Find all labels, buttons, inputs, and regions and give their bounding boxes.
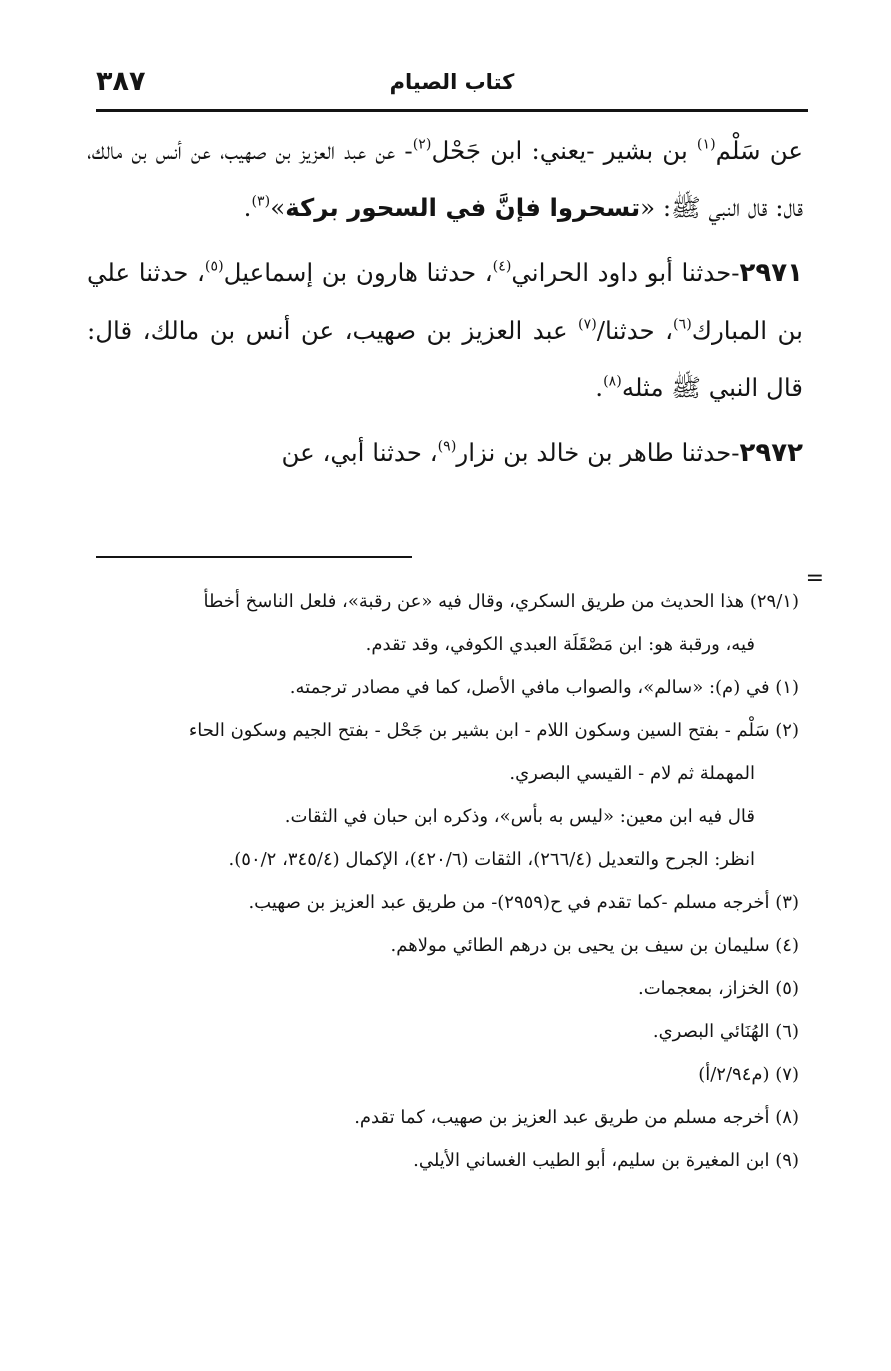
hadith-number: ٢٩٧٢ (739, 438, 803, 468)
text-run: - عن عبد العزيز بن صهيب، عن أنس بن مالك، قال: قال النبي ﷺ: « (87, 136, 803, 222)
main-text (87, 122, 803, 482)
footnote-line: (٨) أخرجه مسلم من طريق عبد العزيز بن صهيب، كما تقدم. (354, 1107, 799, 1128)
hadith-2971 (87, 244, 803, 416)
prophetic-quote: تسحروا فإنَّ في السحور بركة (285, 193, 641, 222)
footnote-line: (٥) الخزاز، بمعجمات. (638, 978, 799, 999)
footnote-line: (٣) أخرجه مسلم -كما تقدم في ح(٢٩٥٩)- من طريق عبد العزيز بن صهيب. (248, 892, 799, 913)
hadith-continuation (87, 122, 803, 236)
hadith-2972 (87, 424, 803, 482)
header-rule (96, 109, 808, 112)
text-run: -حدثنا أبو داود الحراني (511, 258, 740, 287)
footnote-ref: (٧) (578, 316, 597, 333)
footnote-separator (96, 556, 412, 558)
text-run: ، حدثنا أبي، عن (281, 438, 438, 467)
running-header (96, 62, 808, 106)
footnote-ref: (٤) (492, 258, 512, 275)
footnotes (79, 580, 799, 1182)
footnote-line: (١) في (م): «سالم»، والصواب مافي الأصل، كما في مصادر ترجمته. (289, 677, 799, 698)
footnote-line: فيه، ورقبة هو: ابن مَصْقَلَة العبدي الكوفي، وقد تقدم. (365, 634, 755, 655)
footnote-ref: (٩) (437, 438, 457, 455)
footnote-line: (٢) سَلْم - بفتح السين وسكون اللام - ابن بشير بن جَحْل - بفتح الجيم وسكون الحاء (188, 720, 799, 741)
footnote-line: المهملة ثم لام - القيسي البصري. (509, 763, 755, 784)
footnote-ref: (٥) (204, 258, 224, 275)
footnote-line: (٩) ابن المغيرة بن سليم، أبو الطيب الغساني الأيلي. (413, 1150, 799, 1171)
footnote-ref: (٣) (251, 193, 271, 210)
footnote-line: قال فيه ابن معين: «ليس به بأس»، وذكره ابن حبان في الثقات. (284, 806, 755, 827)
footnote-line: انظر: الجرح والتعديل (٢٦٦/٤)، الثقات (٤٢٠/٦)، الإكمال (٣٤٥/٤، ٥٠/٢). (228, 849, 755, 870)
hadith-number: ٢٩٧١ (739, 258, 803, 288)
text-run: -حدثنا طاهر بن خالد بن نزار (456, 438, 740, 467)
footnote-line: (٧) (م٢/٩٤/أ) (698, 1064, 799, 1085)
continuation-mark: = (805, 566, 824, 591)
text-run: ، حدثنا هارون بن إسماعيل (223, 258, 493, 287)
footnote-ref: (٦) (673, 316, 692, 333)
text-run: ، حدثنا علي بن المبارك (87, 258, 803, 345)
text-run: . (595, 373, 604, 402)
text-run: عن سَلْم (715, 136, 803, 165)
footnote-ref: (٢) (412, 136, 432, 153)
footnote-line: (٢٩/١) هذا الحديث من طريق السكري، وقال فيه «عن رقبة»، فلعل الناسخ أخطأ (203, 591, 799, 612)
text-run: ، حدثنا/ (596, 316, 674, 345)
footnote-ref: (١) (696, 136, 716, 153)
chapter-title: كتاب الصيام (389, 70, 515, 94)
footnote-line: (٤) سليمان بن سيف بن يحيى بن درهم الطائي مولاهم. (390, 935, 799, 956)
text-run: عبد العزيز بن صهيب، عن أنس بن مالك، قال: قال النبي ﷺ مثله (87, 316, 803, 402)
text-run: » (270, 193, 286, 222)
footnote-line: (٦) الهُنَائي البصري. (652, 1021, 799, 1042)
text-run: . (243, 193, 252, 222)
text-run: بن بشير -يعني: ابن جَحْل (431, 136, 697, 165)
footnote-ref: (٨) (603, 373, 622, 390)
page-number: ٣٨٧ (96, 66, 146, 97)
